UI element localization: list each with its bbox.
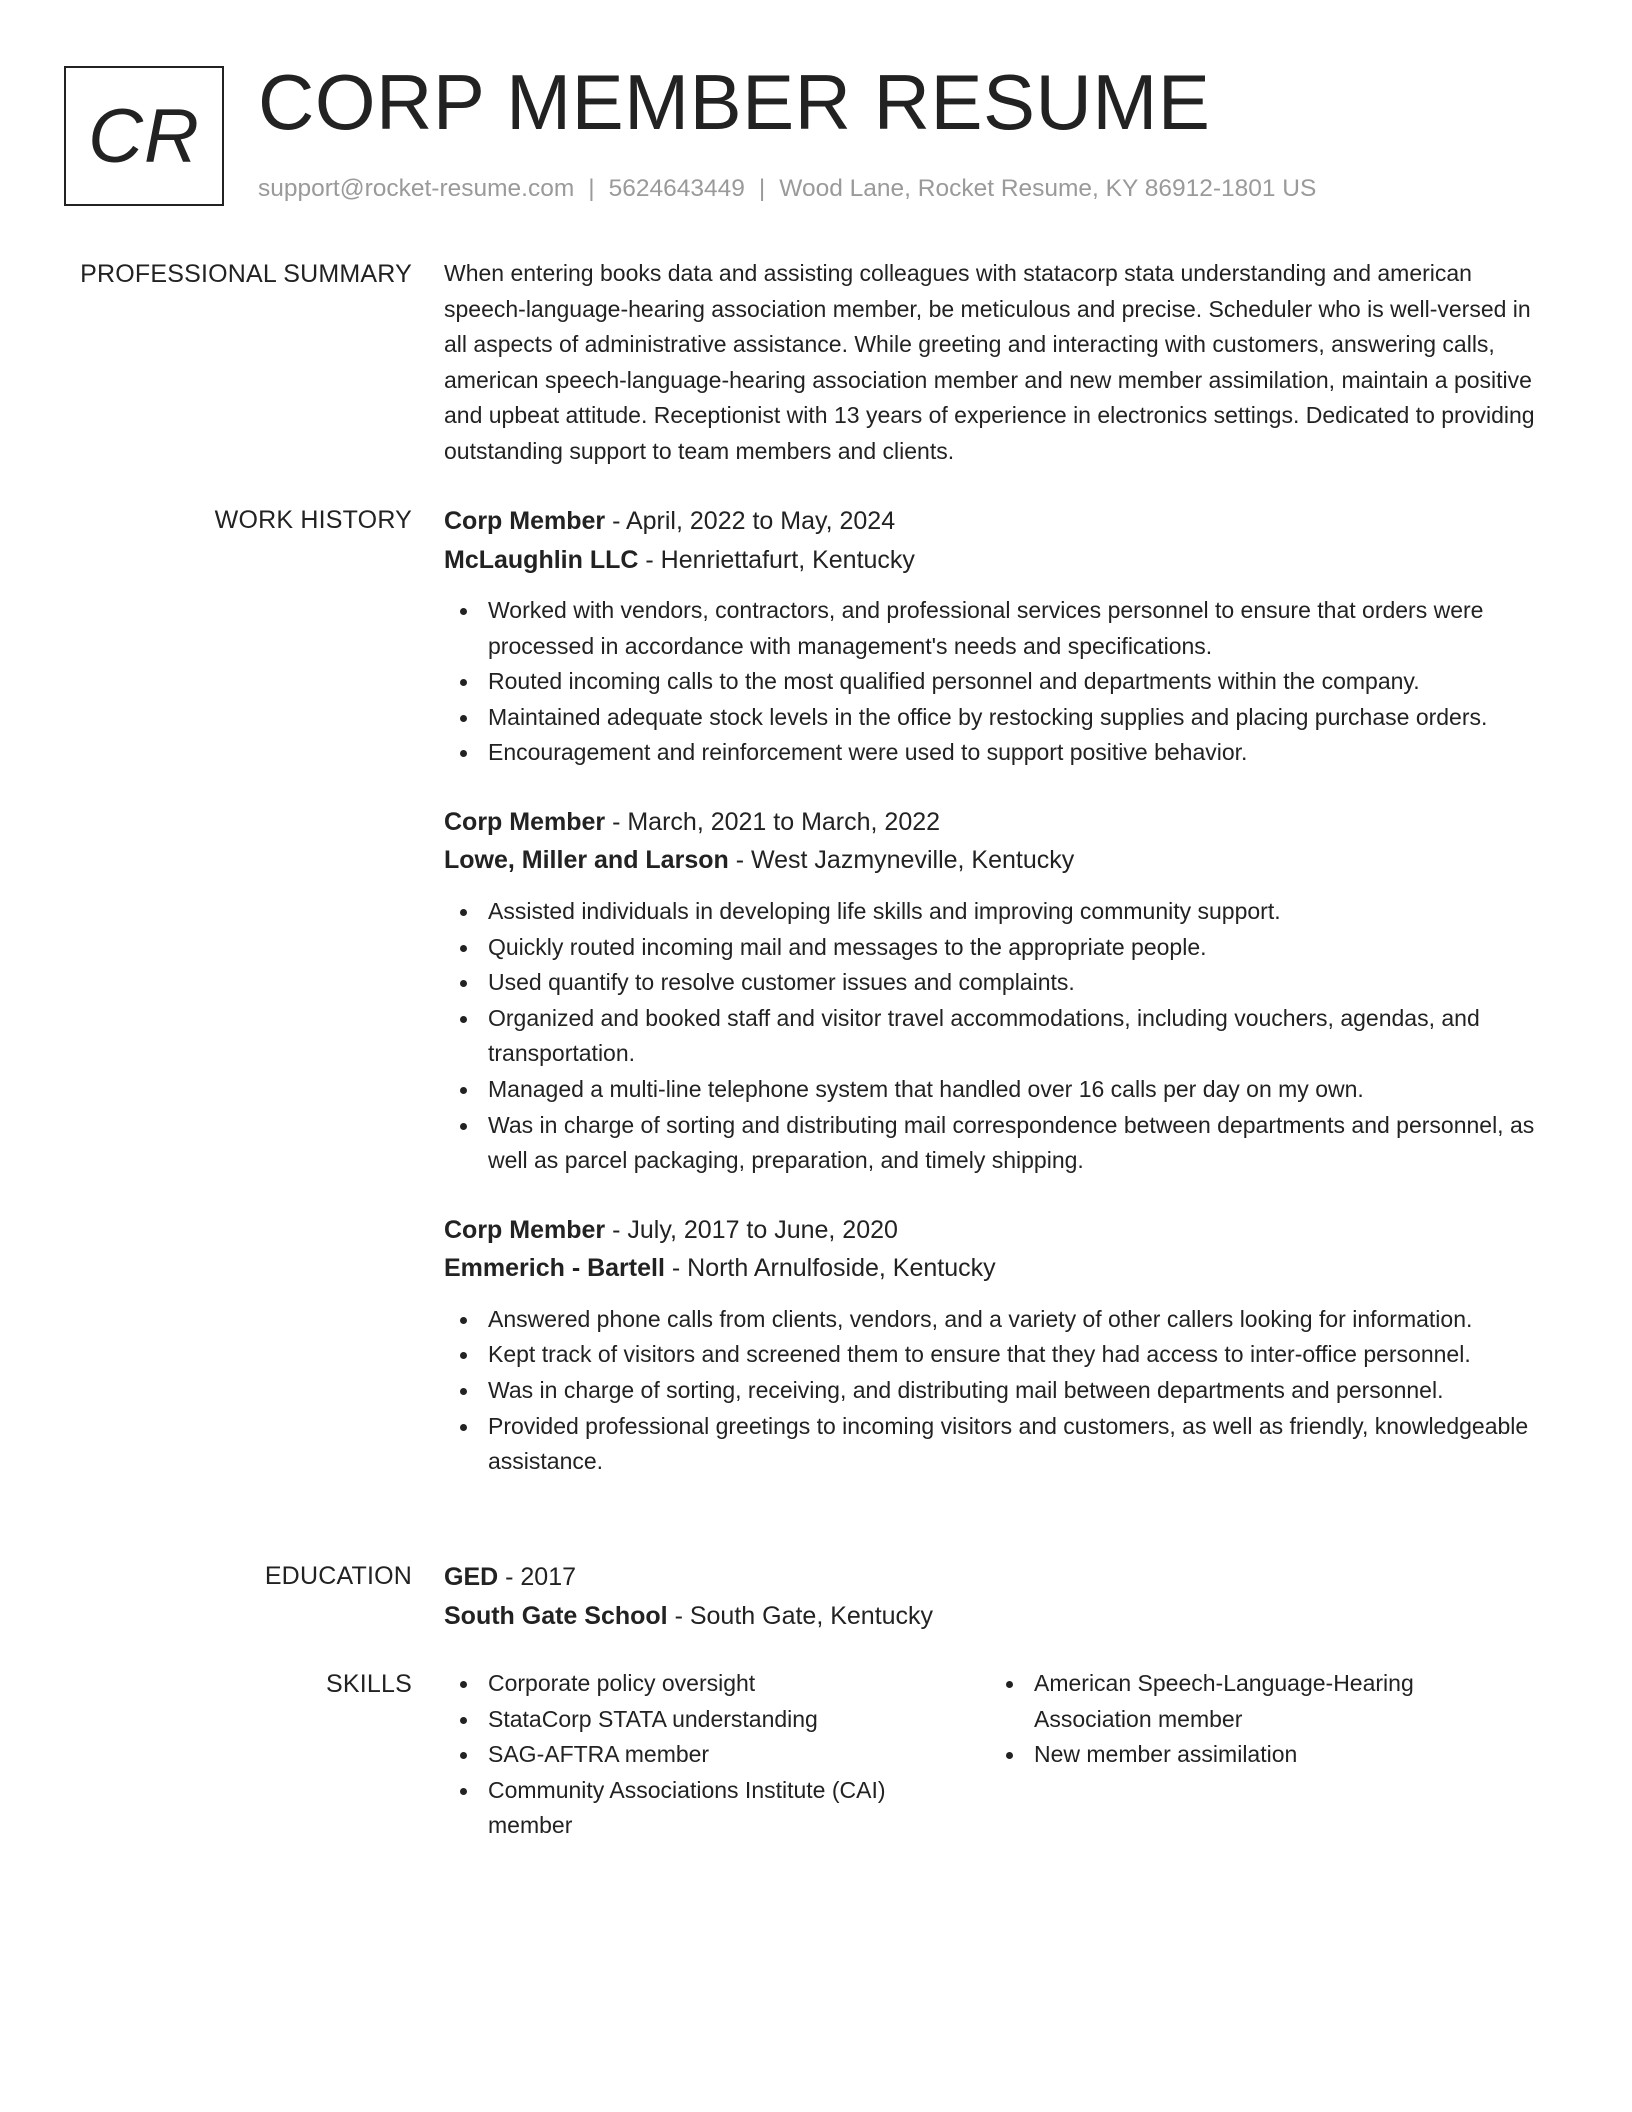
job-role-line — [444, 502, 1556, 541]
contact-separator: | — [758, 175, 766, 202]
skill-item: American Speech-Language-Hearing Association member — [990, 1666, 1536, 1737]
work-history-heading: WORK HISTORY — [214, 506, 412, 534]
job-bullet: Provided professional greetings to incoming visitors and customers, as well as friendly, knowledgeable assistance. — [444, 1409, 1556, 1480]
job-bullets — [444, 593, 1556, 771]
job-entry — [444, 1211, 1556, 1480]
job-location: - Henriettafurt, Kentucky — [638, 545, 915, 574]
skill-item: SAG-AFTRA member — [444, 1737, 990, 1773]
contact-address: Wood Lane, Rocket Resume, KY 86912-1801 US — [779, 175, 1317, 202]
job-company: Emmerich - Bartell — [444, 1254, 665, 1283]
skills-body — [444, 1666, 1556, 1844]
job-location: - North Arnulfoside, Kentucky — [664, 1254, 996, 1283]
job-role: Corp Member — [444, 507, 606, 535]
job-dates: - March, 2021 to March, 2022 — [605, 807, 941, 836]
skills-column-right — [990, 1666, 1536, 1844]
skill-item: Community Associations Institute (CAI) member — [444, 1773, 990, 1844]
monogram-logo: CR — [64, 66, 224, 206]
job-location: - West Jazmyneville, Kentucky — [728, 846, 1075, 875]
job-company-line — [444, 1249, 1556, 1288]
work-history-body — [444, 502, 1556, 1480]
job-bullet: Was in charge of sorting, receiving, and distributing mail between departments and personnel. — [444, 1373, 1556, 1409]
job-company-line — [444, 841, 1556, 880]
job-bullet: Used quantify to resolve customer issues and complaints. — [444, 965, 1556, 1001]
job-bullet: Routed incoming calls to the most qualified personnel and departments within the company. — [444, 664, 1556, 700]
job-bullets — [444, 1302, 1556, 1480]
job-role-line — [444, 803, 1556, 842]
skills-list — [444, 1666, 990, 1844]
job-entry — [444, 803, 1556, 1179]
skill-item: StataCorp STATA understanding — [444, 1702, 990, 1738]
job-bullet: Worked with vendors, contractors, and professional services personnel to ensure that orders were processed in accordance with management's needs and specifications. — [444, 593, 1556, 664]
summary-text: When entering books data and assisting colleagues with statacorp stata understanding and american speech-language-hearing association member, be meticulous and precise. Scheduler who is well-versed in all aspects of administrative assistance. While greeting and interacting with customers, answering calls, american speech-language-hearing association member and new member assimilation, maintain a positive and upbeat attitude. Receptionist with 13 years of experience in electronics settings. Dedicated to providing outstanding support to team members and clients. — [444, 260, 1535, 464]
job-role-line — [444, 1211, 1556, 1250]
job-bullet: Organized and booked staff and visitor travel accommodations, including vouchers, agendas, and transportation. — [444, 1001, 1556, 1072]
job-bullet: Maintained adequate stock levels in the office by restocking supplies and placing purchase orders. — [444, 700, 1556, 736]
job-company: McLaughlin LLC — [444, 545, 639, 574]
skills-columns — [444, 1666, 1556, 1844]
education-heading: EDUCATION — [264, 1562, 412, 1590]
job-company: Lowe, Miller and Larson — [444, 846, 729, 875]
job-dates: - April, 2022 to May, 2024 — [605, 507, 896, 535]
skills-column-left — [444, 1666, 990, 1844]
education-location: - South Gate, Kentucky — [667, 1601, 934, 1630]
education-school-line — [444, 1597, 1556, 1636]
job-bullet: Assisted individuals in developing life skills and improving community support. — [444, 894, 1556, 930]
job-bullets — [444, 894, 1556, 1179]
skill-item: Corporate policy oversight — [444, 1666, 990, 1702]
skills-list — [990, 1666, 1536, 1773]
education-body — [444, 1558, 1556, 1635]
skills-heading: SKILLS — [326, 1670, 412, 1698]
education-degree: GED — [444, 1563, 499, 1591]
resume-title: CORP MEMBER RESUME — [258, 58, 1211, 146]
education-degree-line — [444, 1558, 1556, 1597]
job-role: Corp Member — [444, 807, 606, 836]
job-bullet: Kept track of visitors and screened them to ensure that they had access to inter-office personnel. — [444, 1337, 1556, 1373]
job-bullet: Managed a multi-line telephone system that handled over 16 calls per day on my own. — [444, 1072, 1556, 1108]
skill-item: New member assimilation — [990, 1737, 1536, 1773]
job-bullet: Quickly routed incoming mail and messages to the appropriate people. — [444, 930, 1556, 966]
education-year: - 2017 — [498, 1563, 577, 1591]
job-bullet: Encouragement and reinforcement were used to support positive behavior. — [444, 735, 1556, 771]
job-entry — [444, 502, 1556, 771]
job-role: Corp Member — [444, 1215, 606, 1244]
summary-body — [444, 256, 1556, 470]
contact-email: support@rocket-resume.com — [258, 175, 575, 202]
education-school: South Gate School — [444, 1601, 668, 1630]
summary-heading: PROFESSIONAL SUMMARY — [80, 260, 412, 288]
job-company-line — [444, 541, 1556, 580]
job-dates: - July, 2017 to June, 2020 — [605, 1215, 898, 1244]
job-bullet: Answered phone calls from clients, vendors, and a variety of other callers looking for information. — [444, 1302, 1556, 1338]
job-bullet: Was in charge of sorting and distributing mail correspondence between departments and personnel, as well as parcel packaging, preparation, and timely shipping. — [444, 1108, 1556, 1179]
contact-phone: 5624643449 — [608, 175, 745, 202]
contact-separator: | — [588, 175, 595, 202]
contact-line — [258, 172, 1316, 206]
